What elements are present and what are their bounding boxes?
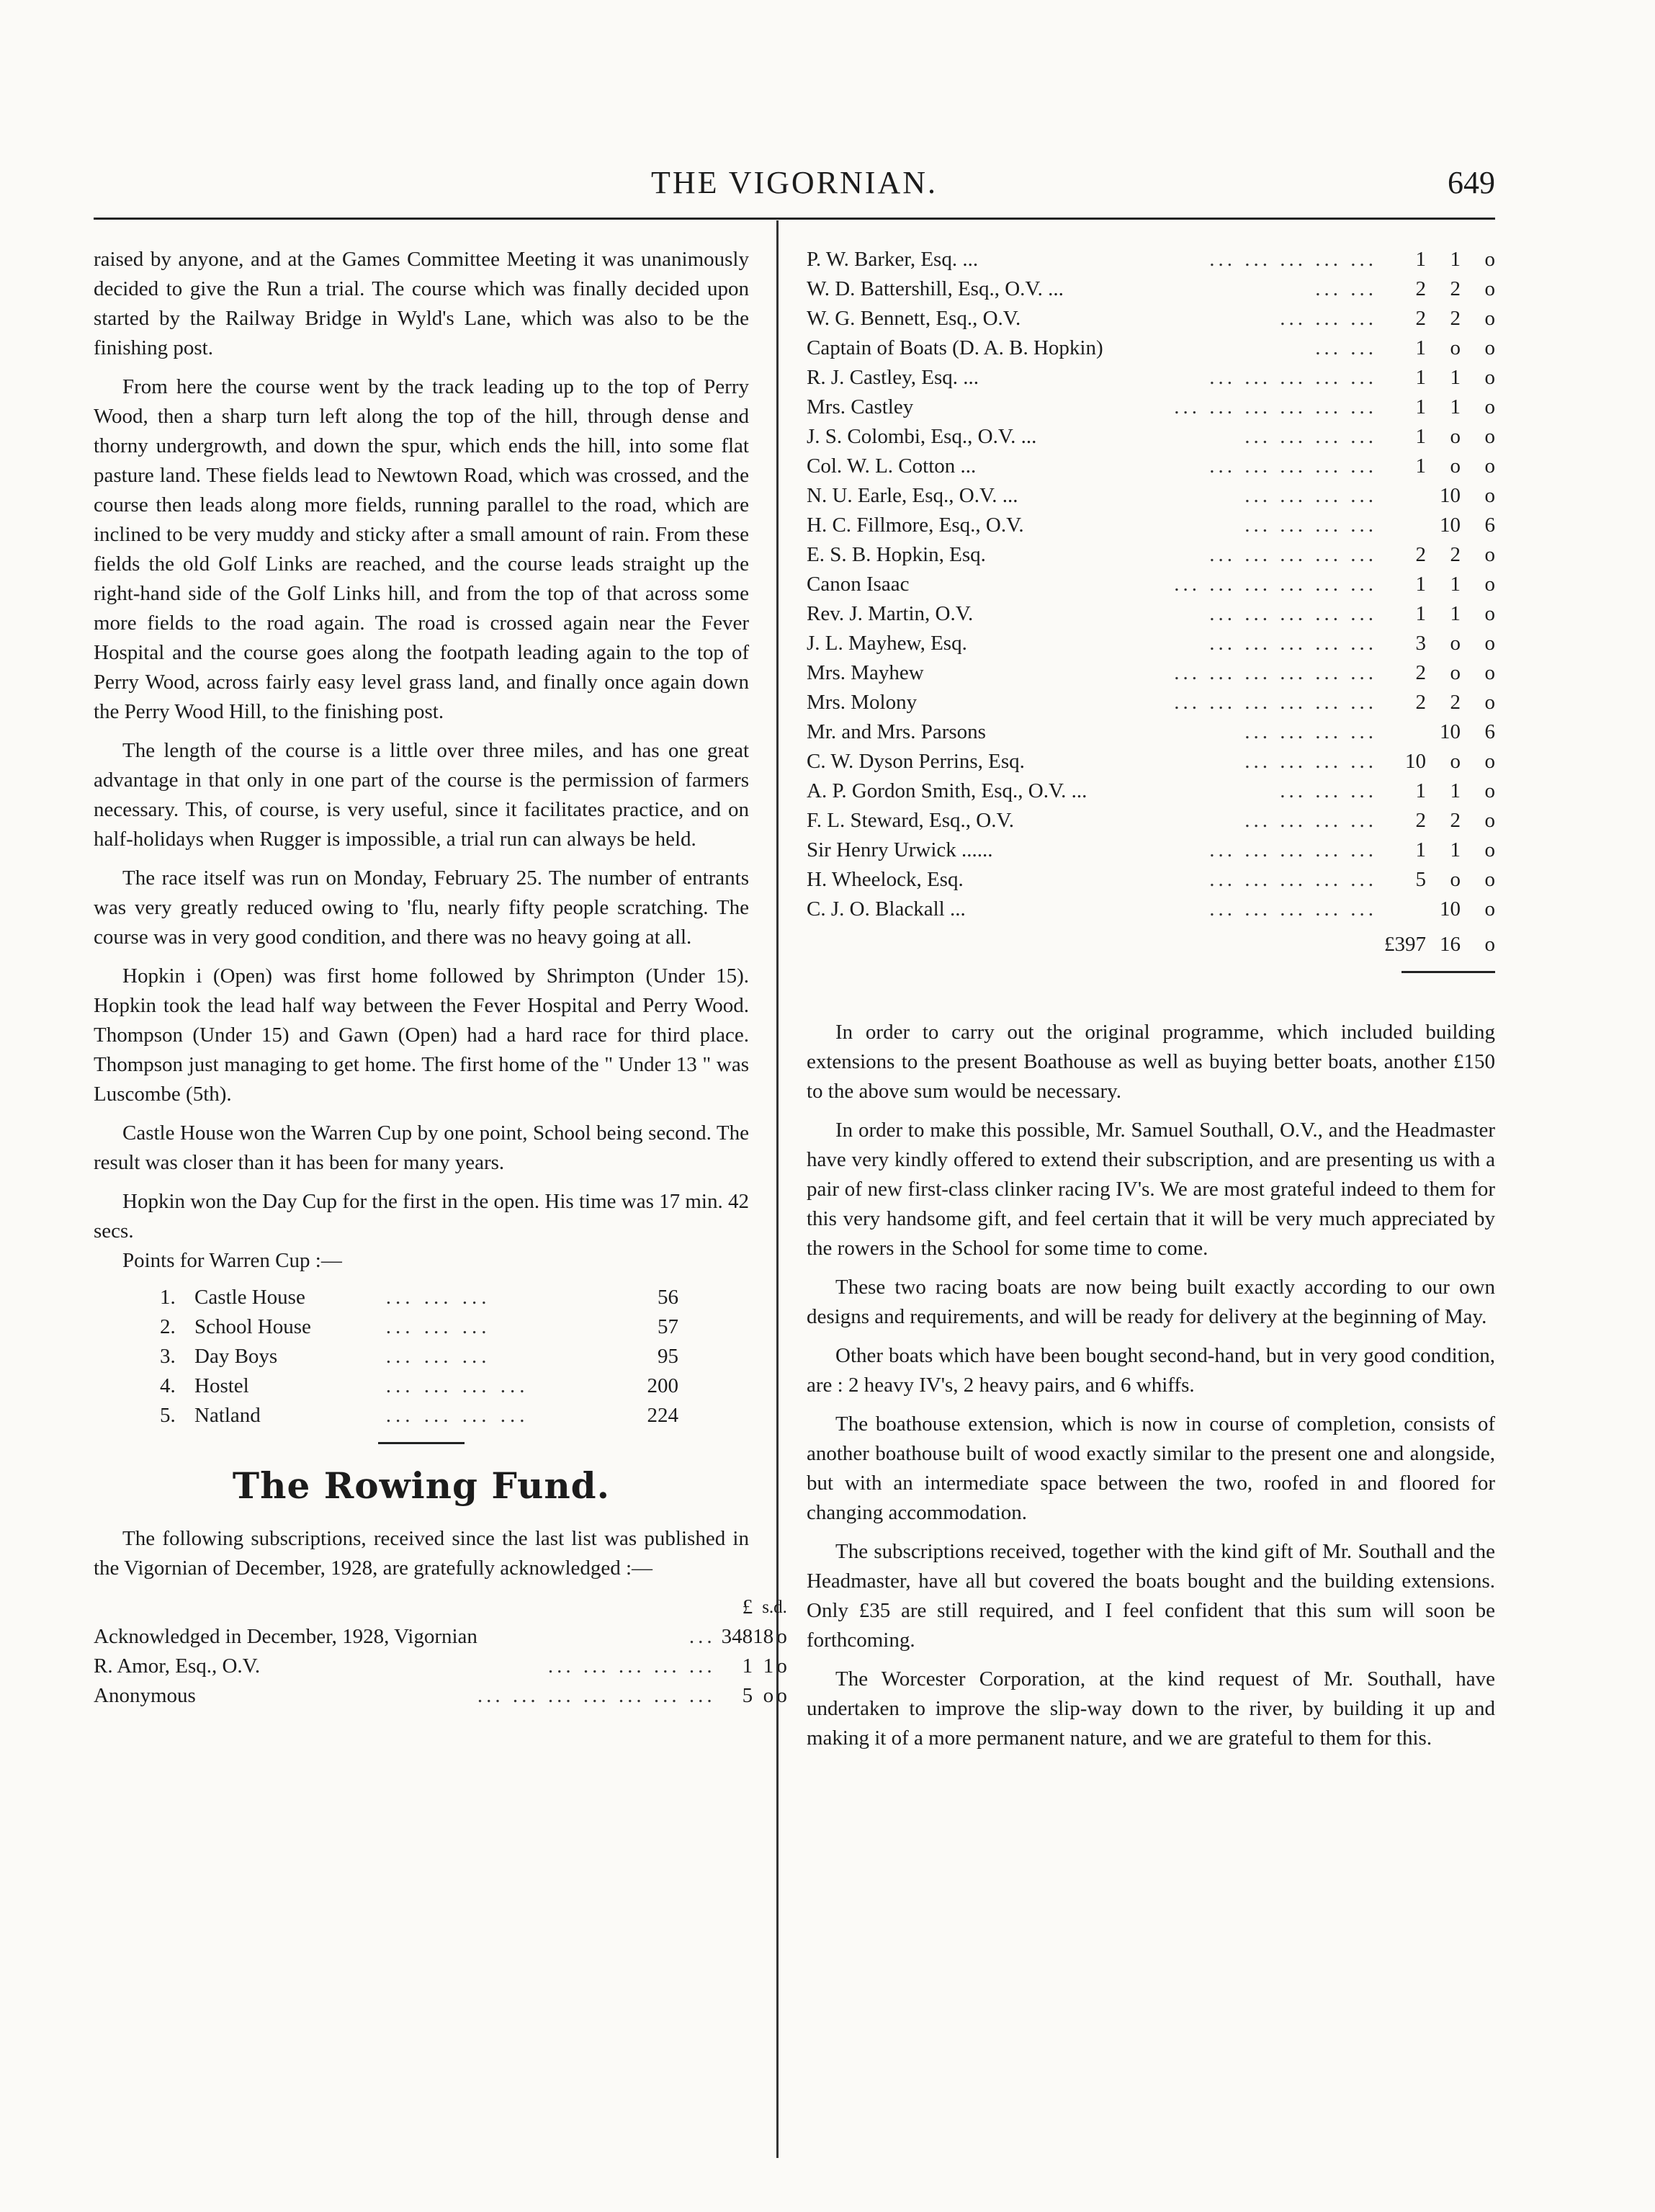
pounds — [1383, 895, 1426, 924]
table-row — [807, 452, 1495, 481]
table-row — [807, 836, 1495, 865]
shillings: o — [1450, 661, 1461, 684]
leader-dots: ... ... ... ... — [1244, 425, 1377, 448]
leader-dots: ... ... ... ... ... — [547, 1654, 716, 1678]
pounds: 1 — [1415, 838, 1426, 861]
leader-dots: ... ... ... ... ... — [1209, 868, 1377, 891]
shillings: 1 — [1450, 573, 1461, 596]
table-row — [807, 776, 1495, 806]
pence: o — [1484, 691, 1495, 714]
table-row — [160, 1371, 678, 1401]
house-name: Day Boys — [194, 1345, 278, 1368]
subscriber-name: Mrs. Mayhew — [807, 661, 924, 684]
pence: 6 — [1484, 514, 1495, 537]
subscriber-name: Sir Henry Urwick ...... — [807, 838, 993, 861]
table-row — [160, 1283, 678, 1312]
house-name: Hostel — [194, 1374, 249, 1397]
pence: o — [1484, 484, 1495, 507]
pence: o — [776, 1684, 787, 1707]
leader-dots: ... ... ... ... ... — [1209, 897, 1377, 921]
pounds — [1383, 481, 1426, 511]
table-row — [807, 304, 1495, 333]
table-row — [94, 1681, 787, 1711]
points-value: 95 — [658, 1345, 678, 1368]
pence-header: d. — [773, 1598, 787, 1617]
pence: o — [1484, 573, 1495, 596]
leader-dots: ... ... ... ... — [1244, 484, 1377, 507]
shillings: 2 — [1450, 277, 1461, 300]
table-row — [160, 1401, 678, 1430]
table-row — [807, 688, 1495, 717]
right-column — [807, 245, 1495, 1763]
fund-intro: The following subscriptions, received since the last list was published in the Vigornian of December, 1928, are gratefully acknowledged :— — [94, 1527, 749, 1580]
shillings: 1 — [1450, 838, 1461, 861]
leader-dots: ... ... ... ... ... — [1209, 543, 1377, 566]
pounds: 2 — [1415, 691, 1426, 714]
shillings: o — [1450, 455, 1461, 478]
pence: o — [1484, 366, 1495, 389]
leader-dots: ... ... ... ... — [1244, 720, 1377, 743]
shillings: 2 — [1450, 307, 1461, 330]
pence: o — [1484, 779, 1495, 802]
pence: o — [776, 1625, 787, 1648]
ledger-header-row — [94, 1593, 787, 1622]
shillings: o — [1450, 868, 1461, 891]
subscriber-name: Acknowledged in December, 1928, Vigornian — [94, 1625, 477, 1648]
subscriber-name: R. J. Castley, Esq. ... — [807, 366, 979, 389]
pence: o — [1484, 336, 1495, 359]
paragraph: In order to carry out the original programme, which included building extensions to the present Boathouse as well as buying better boats, another £150 to the above sum would be necessary. — [807, 1021, 1495, 1103]
pounds: 1 — [1415, 336, 1426, 359]
shillings: o — [1450, 750, 1461, 773]
total-rule — [1401, 971, 1495, 973]
shillings: 18 — [753, 1625, 774, 1648]
shillings: 10 — [1440, 897, 1461, 921]
paragraph: Hopkin i (Open) was first home followed by Shrimpton (Under 15). Hopkin took the lead half way between the Fever Hospital and Perry Wood. Thompson (Under 15) and Gawn (Open) had a hard race for third place. Thompson just managing to get home. The first home of the " Under 13 " was Luscombe (5th). — [94, 964, 749, 1106]
points-value: 224 — [647, 1404, 678, 1427]
shillings: 10 — [1440, 720, 1461, 743]
house-name: School House — [194, 1315, 311, 1338]
table-row — [94, 1622, 787, 1652]
shillings: 1 — [1450, 602, 1461, 625]
paragraph: In order to make this possible, Mr. Samuel Southall, O.V., and the Headmaster have very kindly offered to extend their subscription, and are presenting us with a pair of new first-class clinker racing IV's. We are most grateful indeed to them for this very handsome gift, and feel certain that it will be very much appreciated by the rowers in the School for some time to come. — [807, 1119, 1495, 1260]
shillings: 2 — [1450, 691, 1461, 714]
table-row — [807, 481, 1495, 511]
house-name: Castle House — [194, 1286, 305, 1309]
leader-dots: ... ... ... ... ... — [1209, 838, 1377, 861]
leader-dots: ... ... ... — [1280, 779, 1377, 802]
pence: o — [1484, 543, 1495, 566]
pence: o — [1484, 307, 1495, 330]
leader-dots: ... ... ... ... ... — [1209, 248, 1377, 271]
pounds: 2 — [1415, 307, 1426, 330]
leader-dots: ... ... ... ... ... ... — [1174, 661, 1377, 684]
pence: o — [1484, 809, 1495, 832]
subscriber-name: J. L. Mayhew, Esq. — [807, 632, 967, 655]
points-value: 200 — [647, 1374, 678, 1397]
rank: 4. — [160, 1374, 176, 1397]
paragraph: These two racing boats are now being built exactly according to our own designs and requirements, and will be ready for delivery at the beginning of May. — [807, 1276, 1495, 1328]
pence: o — [1484, 425, 1495, 448]
leader-dots: ... ... ... ... ... ... ... — [477, 1684, 716, 1707]
column-divider — [776, 220, 779, 2158]
table-row — [807, 658, 1495, 688]
leader-dots: ... ... ... ... ... ... — [1174, 573, 1377, 596]
page-number: 649 — [1448, 165, 1495, 200]
pounds: 5 — [1415, 868, 1426, 891]
pence: o — [1484, 248, 1495, 271]
points-label: Points for Warren Cup :— — [122, 1249, 342, 1272]
pence: o — [1484, 395, 1495, 418]
pence: o — [776, 1654, 787, 1678]
leader-dots: ... ... ... ... — [1244, 809, 1377, 832]
rank: 2. — [160, 1315, 176, 1338]
pounds: 1 — [1415, 395, 1426, 418]
leader-dots: ... ... — [1315, 277, 1377, 300]
pounds: 1 — [1415, 425, 1426, 448]
section-divider — [378, 1442, 465, 1444]
pounds: 10 — [1405, 750, 1426, 773]
table-row — [807, 511, 1495, 540]
subscriber-name: A. P. Gordon Smith, Esq., O.V. ... — [807, 779, 1087, 802]
pounds: 348 — [721, 1625, 753, 1648]
leader-dots: ... ... ... ... ... — [1209, 366, 1377, 389]
subscriber-name: E. S. B. Hopkin, Esq. — [807, 543, 986, 566]
paragraph: The race itself was run on Monday, February 25. The number of entrants was very greatly reduced owing to 'flu, nearly fifty people scratching. The course was in very good condition, and there was no heavy going at all. — [94, 867, 749, 949]
shillings-header: s. — [762, 1598, 774, 1617]
shillings: o — [763, 1684, 774, 1707]
subscriber-name: Rev. J. Martin, O.V. — [807, 602, 974, 625]
total-shillings: 16 — [1440, 933, 1461, 956]
pounds: 3 — [1415, 632, 1426, 655]
pence: 6 — [1484, 720, 1495, 743]
leader-dots: ... ... ... ... ... — [1209, 455, 1377, 478]
pounds: 2 — [1415, 543, 1426, 566]
subscriber-name: Anonymous — [94, 1684, 196, 1707]
house-name: Natland — [194, 1404, 261, 1427]
shillings: 2 — [1450, 809, 1461, 832]
subscriber-name: N. U. Earle, Esq., O.V. ... — [807, 484, 1018, 507]
pounds: 2 — [1415, 661, 1426, 684]
table-row — [807, 747, 1495, 776]
subscriber-name: C. J. O. Blackall ... — [807, 897, 966, 921]
paragraph: The boathouse extension, which is now in course of completion, consists of another boathouse built of wood exactly similar to the present one and alongside, but with an intermediate space between the two, roofed in and floored for changing accommodation. — [807, 1412, 1495, 1524]
subscriptions-ledger — [807, 245, 1495, 924]
pounds: 1 — [1415, 602, 1426, 625]
leader-dots: ... — [689, 1625, 716, 1648]
table-row — [807, 422, 1495, 452]
pence: o — [1484, 838, 1495, 861]
section-heading: The Rowing Fund. — [232, 1464, 611, 1507]
pounds-header: £ — [742, 1595, 753, 1618]
subscriber-name: Captain of Boats (D. A. B. Hopkin) — [807, 336, 1103, 359]
subscriber-name: H. C. Fillmore, Esq., O.V. — [807, 514, 1024, 537]
shillings: o — [1450, 336, 1461, 359]
pounds: 1 — [1415, 248, 1426, 271]
table-row — [807, 717, 1495, 747]
pounds: 5 — [742, 1684, 753, 1707]
warren-cup-points-table — [160, 1283, 678, 1430]
shillings: o — [1450, 425, 1461, 448]
table-row — [807, 274, 1495, 304]
subscriber-name: P. W. Barker, Esq. ... — [807, 248, 979, 271]
subscriber-name: F. L. Steward, Esq., O.V. — [807, 809, 1014, 832]
subscriber-name: R. Amor, Esq., O.V. — [94, 1654, 261, 1678]
subscriber-name: W. D. Battershill, Esq., O.V. ... — [807, 277, 1064, 300]
pounds: 2 — [1415, 809, 1426, 832]
subscriber-name: J. S. Colombi, Esq., O.V. ... — [807, 425, 1037, 448]
pounds: 1 — [1415, 366, 1426, 389]
pounds — [1383, 511, 1426, 540]
pence: o — [1484, 661, 1495, 684]
leader-dots: ... ... ... ... — [385, 1374, 529, 1397]
pence: o — [1484, 868, 1495, 891]
total-pounds: £397 — [1384, 933, 1426, 956]
table-row — [807, 865, 1495, 895]
table-row — [807, 629, 1495, 658]
paragraph: The length of the course is a little over three miles, and has one great advantage in that only in one part of the course is the permission of farmers necessary. This, of course, is very useful, since it facilitates practice, and on half-holidays when Rugger is impossible, a trial run can always be held. — [94, 739, 749, 851]
paragraph: Castle House won the Warren Cup by one point, School being second. The result was closer than it has been for many years. — [94, 1121, 749, 1174]
pence: o — [1484, 632, 1495, 655]
subscriber-name: Col. W. L. Cotton ... — [807, 455, 977, 478]
shillings: 1 — [763, 1654, 774, 1678]
paragraph: raised by anyone, and at the Games Committee Meeting it was unanimously decided to give the Run a trial. The course which was finally decided upon started by the Railway Bridge in Wyld's Lane, which was also to be the finishing post. — [94, 248, 749, 359]
table-row — [94, 1652, 787, 1681]
paragraph: From here the course went by the track leading up to the top of Perry Wood, then a sharp turn left along the top of the hill, through dense and thorny undergrowth, and down the spur, which ends the hill, into some flat pasture land. These fields lead to Newtown Road, which was crossed, and the course then leads along more fields, running parallel to the road, which are inclined to be very muddy and sticky after a small amount of rain. From these fields the old Golf Links are reached, and the course leads straight up the right-hand side of the Golf Links hill, and from the top of that across some more fields to the road again. The road is crossed again near the Fever Hospital and the course goes along the footpath leading again to the top of Perry Wood, across fairly easy level grass land, and finally once again down the Perry Wood Hill, to the finishing post. — [94, 375, 749, 723]
leader-dots: ... ... ... ... ... ... — [1174, 691, 1377, 714]
fund-ledger — [94, 1593, 787, 1711]
pounds: 1 — [1415, 573, 1426, 596]
pounds: 1 — [1415, 779, 1426, 802]
table-row — [807, 895, 1495, 924]
shillings: 1 — [1450, 366, 1461, 389]
pounds — [1383, 717, 1426, 747]
leader-dots: ... ... ... ... — [1244, 514, 1377, 537]
subscriber-name: W. G. Bennett, Esq., O.V. — [807, 307, 1021, 330]
rank: 5. — [160, 1404, 176, 1427]
points-value: 57 — [658, 1315, 678, 1338]
subscriber-name: Mr. and Mrs. Parsons — [807, 720, 986, 743]
total-pence: o — [1484, 933, 1495, 956]
table-row — [807, 540, 1495, 570]
leader-dots: ... ... ... — [385, 1345, 491, 1368]
table-row — [160, 1312, 678, 1342]
table-row — [807, 599, 1495, 629]
table-row — [807, 363, 1495, 393]
leader-dots: ... ... ... ... ... ... — [1174, 395, 1377, 418]
pence: o — [1484, 455, 1495, 478]
pounds: 1 — [742, 1654, 753, 1678]
rank: 1. — [160, 1286, 176, 1309]
table-row — [807, 393, 1495, 422]
leader-dots: ... ... ... ... ... — [1209, 602, 1377, 625]
shillings: 10 — [1440, 514, 1461, 537]
shillings: 1 — [1450, 395, 1461, 418]
subscriber-name: Mrs. Molony — [807, 691, 918, 714]
table-row — [160, 1342, 678, 1371]
table-row — [807, 806, 1495, 836]
paragraph: The Worcester Corporation, at the kind request of Mr. Southall, have undertaken to improve the slip-way down to the river, by building it up and making it of a more permanent nature, and we are grateful to them for this. — [807, 1667, 1495, 1750]
shillings: 1 — [1450, 248, 1461, 271]
total-row — [807, 933, 1495, 957]
header-rule — [94, 218, 1495, 220]
subscriber-name: Canon Isaac — [807, 573, 910, 596]
running-title: THE VIGORNIAN. — [650, 165, 938, 200]
leader-dots: ... ... — [1315, 336, 1377, 359]
shillings: o — [1450, 632, 1461, 655]
leader-dots: ... ... ... ... ... — [1209, 632, 1377, 655]
pence: o — [1484, 602, 1495, 625]
paragraph: The subscriptions received, together with the kind gift of Mr. Southall and the Headmaster, have all but covered the boats bought and the building extensions. Only £35 are still required, and I feel confident that this sum will soon be forthcoming. — [807, 1540, 1495, 1652]
leader-dots: ... ... ... — [385, 1315, 491, 1338]
subscriber-name: Mrs. Castley — [807, 395, 914, 418]
leader-dots: ... ... ... ... — [385, 1404, 529, 1427]
table-row — [807, 333, 1495, 363]
pounds: 1 — [1415, 455, 1426, 478]
pence: o — [1484, 897, 1495, 921]
table-row — [807, 570, 1495, 599]
shillings: 1 — [1450, 779, 1461, 802]
leader-dots: ... ... ... ... — [1244, 750, 1377, 773]
pence: o — [1484, 750, 1495, 773]
leader-dots: ... ... ... — [385, 1286, 491, 1309]
pence: o — [1484, 277, 1495, 300]
subscriber-name: C. W. Dyson Perrins, Esq. — [807, 750, 1025, 773]
pounds: 2 — [1415, 277, 1426, 300]
paragraph: Hopkin won the Day Cup for the first in the open. His time was 17 min. 42 secs. — [94, 1190, 749, 1242]
shillings: 10 — [1440, 484, 1461, 507]
rank: 3. — [160, 1345, 176, 1368]
points-value: 56 — [658, 1286, 678, 1309]
paragraph: Other boats which have been bought second-hand, but in very good condition, are : 2 heavy IV's, 2 heavy pairs, and 6 whiffs. — [807, 1344, 1495, 1397]
table-row — [807, 245, 1495, 274]
page-header — [94, 164, 1495, 222]
subscriber-name: H. Wheelock, Esq. — [807, 868, 964, 891]
shillings: 2 — [1450, 543, 1461, 566]
left-column — [94, 245, 787, 1711]
leader-dots: ... ... ... — [1280, 307, 1377, 330]
